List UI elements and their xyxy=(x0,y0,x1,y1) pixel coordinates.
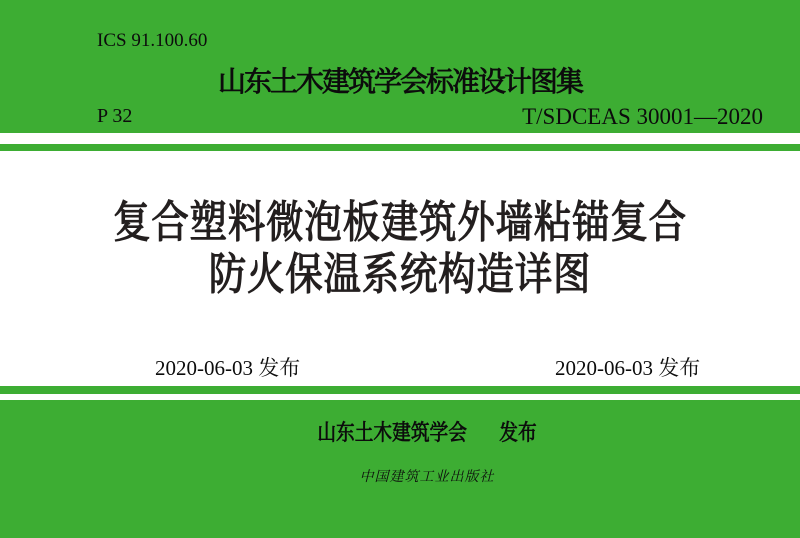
issue-date-right: 2020-06-03 发布 xyxy=(555,356,701,380)
ics-code: ICS 91.100.60 xyxy=(97,30,208,51)
society-standard-series-title: 山东土木建筑学会标准设计图集 xyxy=(217,67,582,98)
document-title xyxy=(60,197,740,301)
document-title-line1: 复合塑料微泡板建筑外墙粘锚复合 xyxy=(113,198,687,247)
document-title-line2: 防火保温系统构造详图 xyxy=(208,250,592,299)
issuing-organization: 山东土木建筑学会 xyxy=(317,420,467,445)
issuer-row xyxy=(87,416,767,447)
publisher-imprint: 中国建筑工业出版社 xyxy=(359,470,495,485)
standard-number: T/SDCEAS 30001—2020 xyxy=(522,104,763,129)
issue-date-left: 2020-06-03 发布 xyxy=(155,356,301,380)
bottom-green-band xyxy=(0,400,800,538)
bottom-divider-line xyxy=(0,386,800,394)
classification-code: P 32 xyxy=(97,105,133,127)
issue-action-label: 发布 xyxy=(499,420,537,445)
top-divider-line xyxy=(0,144,800,151)
top-green-band xyxy=(0,0,800,133)
